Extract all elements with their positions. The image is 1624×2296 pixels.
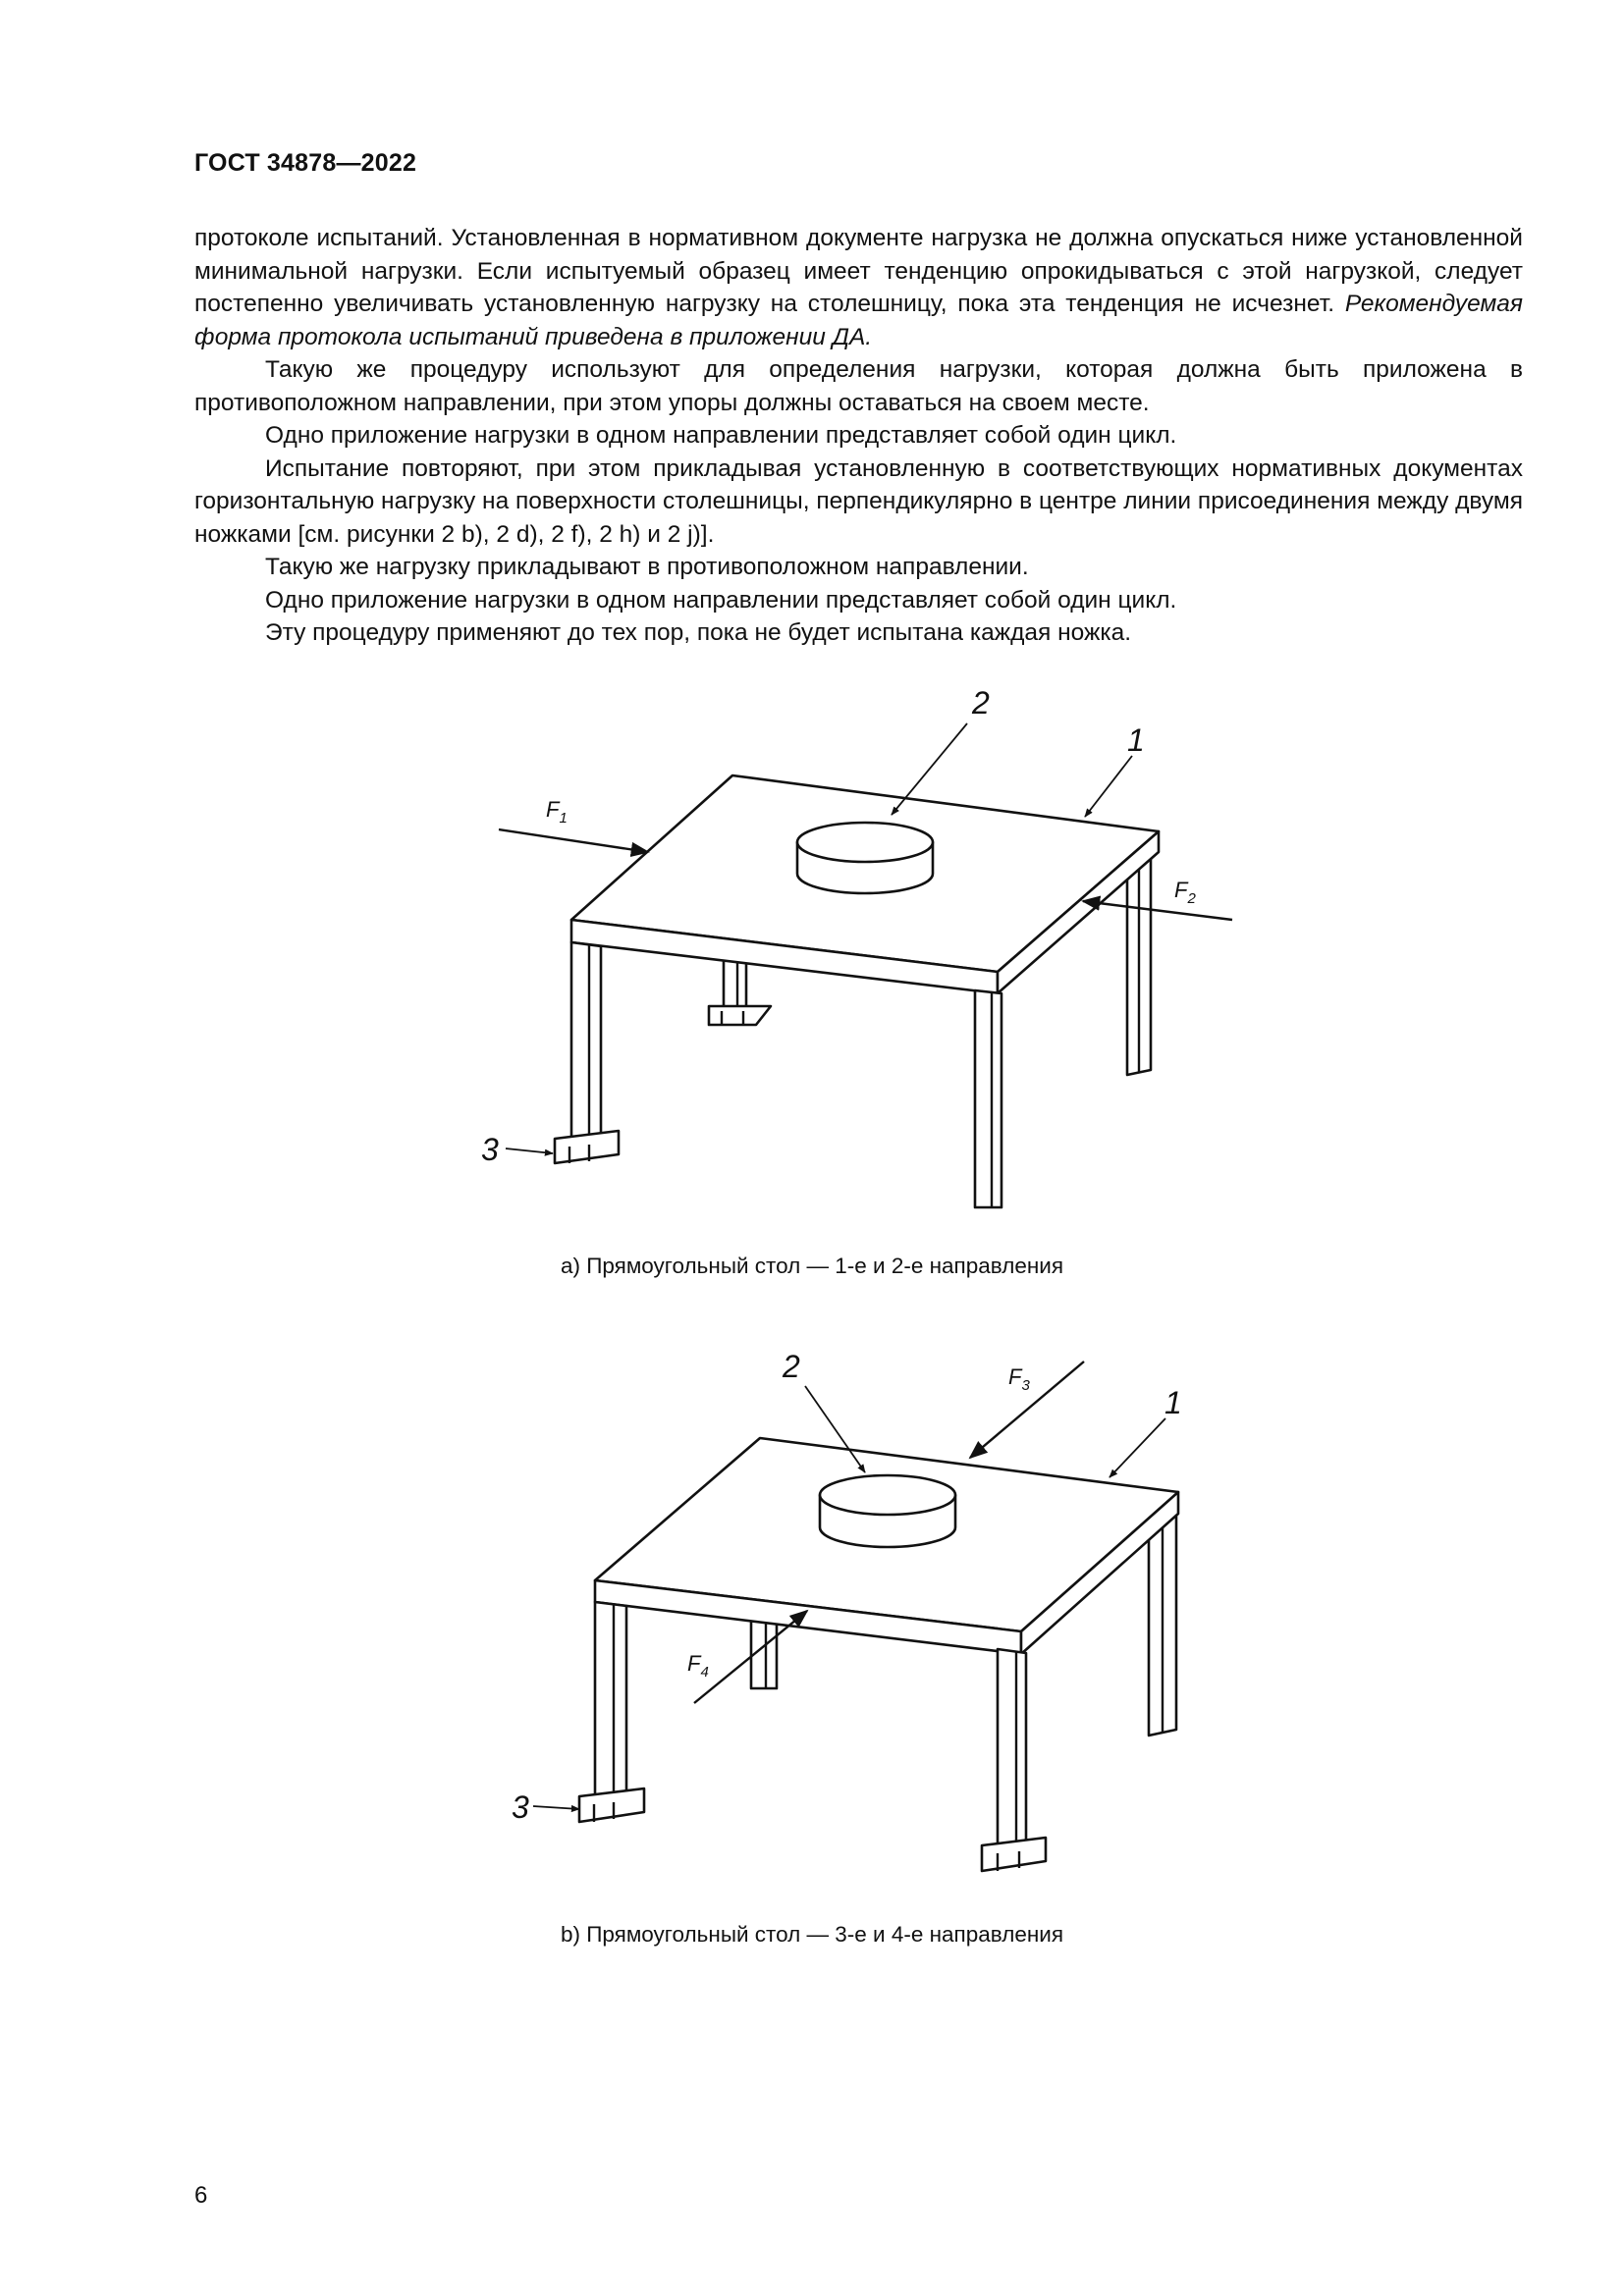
- front-right-leg: [975, 990, 1001, 1207]
- front-left-leg: [555, 942, 619, 1163]
- back-left-leg: [709, 957, 771, 1025]
- back-right-leg: [1127, 849, 1151, 1075]
- figure-a: [0, 677, 1624, 1306]
- paragraph-3: Одно приложение нагрузки в одном направлении представляет собой один цикл.: [265, 422, 1177, 449]
- figure-b-caption: b) Прямоугольный стол — 3-е и 4-е направления: [560, 1922, 1064, 1947]
- paragraph-1: [194, 222, 1523, 353]
- leader-arrow-1a: [1085, 756, 1132, 817]
- label-3b: 3: [512, 1789, 529, 1825]
- load-cylinder-b: [820, 1475, 955, 1547]
- front-left-leg-b: [579, 1602, 644, 1822]
- paragraph-4: Испытание повторяют, при этом прикладывая установленную в соответствующих нормативных документах горизонтальную нагрузку на поверхности столешницы, перпендикулярно в центре линии присоединения между двумя ножками [см. рисунки 2 b), 2 d), 2 f), 2 h) и 2 j)].: [194, 454, 1523, 548]
- label-1b: 1: [1164, 1385, 1182, 1420]
- force-label-f2: $F_2$: [1174, 878, 1196, 907]
- label-2a: 2: [972, 685, 990, 721]
- force-label-f4: $F_4$: [687, 1651, 709, 1681]
- leader-arrow-3a: [506, 1148, 553, 1153]
- front-right-leg-b: [982, 1649, 1046, 1871]
- force-arrow-f3: [970, 1362, 1084, 1458]
- table-drawing-b: [0, 1335, 1624, 1963]
- page-number: 6: [194, 2182, 208, 2209]
- force-label-f1: $F_1$: [546, 797, 568, 827]
- leader-arrow-3b: [533, 1806, 579, 1809]
- paragraph-2: Такую же процедуру используют для определения нагрузки, которая должна быть приложена в противоположном направлении, при этом упоры должны оставаться на своем месте.: [194, 356, 1523, 416]
- paragraph-1-text: протоколе испытаний. Установленная в нормативном документе нагрузка не должна опускаться ниже установленной минимальной нагрузки. Если испытуемый образец имеет тенденцию опрокидываться с этой нагрузкой, следует постепенно увеличивать установленную нагрузку на столешницу, пока эта тенденция не исчезнет.: [194, 225, 1523, 317]
- table-drawing-a: [0, 677, 1624, 1306]
- document-header: ГОСТ 34878—2022: [194, 149, 417, 177]
- leader-arrow-1b: [1110, 1418, 1165, 1477]
- force-label-f3: $F_3$: [1008, 1364, 1030, 1394]
- force-arrow-f1: [499, 829, 648, 852]
- back-right-leg-b: [1149, 1510, 1176, 1735]
- figure-a-caption: a) Прямоугольный стол — 1-е и 2-е направления: [560, 1254, 1064, 1278]
- paragraph-5: Такую же нагрузку прикладывают в противоположном направлении.: [265, 554, 1029, 580]
- paragraph-1-italic: Рекомендуемая форма протокола испытаний приведена в приложении ДА.: [194, 291, 1523, 350]
- paragraph-6: Одно приложение нагрузки в одном направлении представляет собой один цикл.: [265, 586, 1177, 614]
- paragraph-7: Эту процедуру применяют до тех пор, пока не будет испытана каждая ножка.: [265, 619, 1132, 646]
- load-cylinder-a: [797, 823, 933, 893]
- label-3a: 3: [481, 1132, 499, 1167]
- label-1a: 1: [1127, 722, 1145, 758]
- figure-b: [0, 1335, 1624, 1963]
- body-text: [194, 222, 1523, 650]
- force-arrow-f2: [1083, 901, 1232, 920]
- label-2b: 2: [783, 1349, 800, 1384]
